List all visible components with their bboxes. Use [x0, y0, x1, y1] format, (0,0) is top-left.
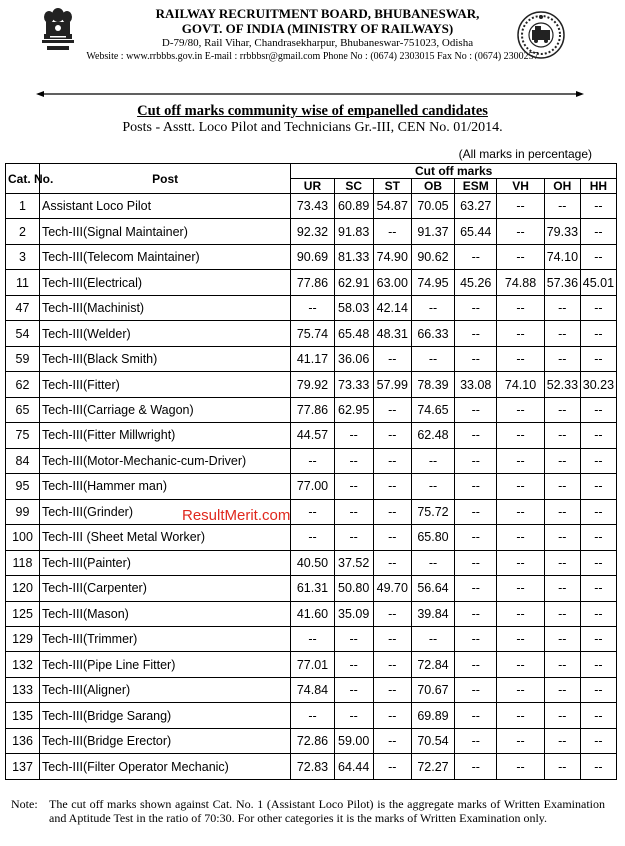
table-row: [6, 346, 617, 371]
table-row: [6, 244, 617, 269]
org-name-line2: GOVT. OF INDIA (MINISTRY OF RAILWAYS): [181, 21, 454, 36]
mark-cell-vh: --: [497, 499, 544, 524]
mark-cell-st: --: [373, 626, 411, 651]
page-title: Cut off marks community wise of empanelled candidates: [137, 103, 488, 119]
mark-cell-ob: 39.84: [411, 601, 454, 626]
post-cell: Tech-III(Aligner): [39, 677, 290, 702]
mark-cell-hh: --: [580, 448, 616, 473]
post-cell: Tech-III(Filter Operator Mechanic): [39, 754, 290, 780]
mark-cell-st: --: [373, 728, 411, 753]
mark-cell-hh: --: [580, 194, 616, 219]
mark-cell-ur: 40.50: [291, 550, 334, 575]
mark-cell-st: --: [373, 754, 411, 780]
post-cell: Assistant Loco Pilot: [39, 194, 290, 219]
mark-cell-ob: 70.54: [411, 728, 454, 753]
org-name-line1: RAILWAY RECRUITMENT BOARD, BHUBANESWAR,: [155, 6, 480, 21]
mark-cell-hh: --: [580, 703, 616, 728]
railway-logo-icon: [516, 10, 566, 60]
table-row: [6, 703, 617, 728]
cat-no-cell: 75: [6, 423, 40, 448]
mark-cell-oh: --: [544, 550, 580, 575]
mark-cell-st: --: [373, 219, 411, 244]
mark-cell-hh: --: [580, 652, 616, 677]
mark-cell-sc: --: [334, 423, 373, 448]
mark-cell-ob: 62.48: [411, 423, 454, 448]
mark-cell-oh: --: [544, 321, 580, 346]
mark-cell-esm: --: [455, 346, 497, 371]
mark-cell-ob: 70.05: [411, 194, 454, 219]
mark-cell-st: 57.99: [373, 372, 411, 397]
post-cell: Tech-III(Trimmer): [39, 626, 290, 651]
mark-cell-ur: --: [291, 626, 334, 651]
mark-cell-st: --: [373, 703, 411, 728]
mark-cell-sc: 58.03: [334, 295, 373, 320]
cutoff-table: [5, 163, 617, 780]
post-cell: Tech-III(Grinder): [39, 499, 290, 524]
cat-no-cell: 84: [6, 448, 40, 473]
mark-cell-hh: --: [580, 397, 616, 422]
cat-no-cell: 129: [6, 626, 40, 651]
post-cell: Tech-III(Mason): [39, 601, 290, 626]
mark-cell-vh: --: [497, 244, 544, 269]
mark-cell-vh: 74.10: [497, 372, 544, 397]
mark-cell-ob: 66.33: [411, 321, 454, 346]
mark-cell-oh: --: [544, 652, 580, 677]
mark-cell-st: --: [373, 550, 411, 575]
mark-cell-sc: 81.33: [334, 244, 373, 269]
mark-cell-sc: --: [334, 626, 373, 651]
post-cell: Tech-III(Bridge Erector): [39, 728, 290, 753]
mark-cell-ur: 75.74: [291, 321, 334, 346]
table-row: [6, 448, 617, 473]
mark-cell-ur: --: [291, 448, 334, 473]
post-cell: Tech-III(Fitter): [39, 372, 290, 397]
mark-cell-oh: --: [544, 677, 580, 702]
mark-cell-esm: --: [455, 626, 497, 651]
table-row: [6, 525, 617, 550]
mark-cell-ob: 69.89: [411, 703, 454, 728]
mark-cell-vh: --: [497, 677, 544, 702]
mark-cell-st: --: [373, 423, 411, 448]
mark-cell-ob: 91.37: [411, 219, 454, 244]
mark-cell-esm: --: [455, 321, 497, 346]
column-header-catno: Cat. No.: [6, 164, 40, 194]
mark-cell-ur: 73.43: [291, 194, 334, 219]
mark-cell-st: --: [373, 525, 411, 550]
mark-cell-st: 42.14: [373, 295, 411, 320]
mark-cell-hh: --: [580, 346, 616, 371]
table-row: [6, 576, 617, 601]
mark-cell-oh: 74.10: [544, 244, 580, 269]
cat-no-cell: 133: [6, 677, 40, 702]
mark-cell-sc: --: [334, 448, 373, 473]
post-cell: Tech-III(Electrical): [39, 270, 290, 295]
mark-cell-oh: --: [544, 194, 580, 219]
table-row: [6, 295, 617, 320]
mark-cell-ur: 77.86: [291, 270, 334, 295]
cat-no-cell: 59: [6, 346, 40, 371]
cat-no-cell: 136: [6, 728, 40, 753]
post-cell: Tech-III(Welder): [39, 321, 290, 346]
mark-cell-ur: 72.83: [291, 754, 334, 780]
mark-cell-oh: --: [544, 295, 580, 320]
post-cell: Tech-III(Black Smith): [39, 346, 290, 371]
column-header-ob: OB: [411, 179, 454, 194]
mark-cell-st: 63.00: [373, 270, 411, 295]
mark-cell-sc: 60.89: [334, 194, 373, 219]
mark-cell-ur: 72.86: [291, 728, 334, 753]
mark-cell-oh: --: [544, 525, 580, 550]
mark-cell-ur: 44.57: [291, 423, 334, 448]
mark-cell-st: 49.70: [373, 576, 411, 601]
cat-no-cell: 3: [6, 244, 40, 269]
mark-cell-st: 48.31: [373, 321, 411, 346]
mark-cell-oh: --: [544, 448, 580, 473]
mark-cell-vh: --: [497, 321, 544, 346]
column-header-ur: UR: [291, 179, 334, 194]
cat-no-cell: 2: [6, 219, 40, 244]
mark-cell-vh: --: [497, 550, 544, 575]
mark-cell-hh: --: [580, 576, 616, 601]
mark-cell-oh: --: [544, 397, 580, 422]
mark-cell-sc: 37.52: [334, 550, 373, 575]
table-row: [6, 677, 617, 702]
mark-cell-vh: --: [497, 626, 544, 651]
mark-cell-st: --: [373, 499, 411, 524]
footnote: [11, 797, 611, 825]
mark-cell-hh: --: [580, 321, 616, 346]
mark-cell-ur: 92.32: [291, 219, 334, 244]
mark-cell-ob: 72.27: [411, 754, 454, 780]
mark-cell-oh: --: [544, 576, 580, 601]
cat-no-cell: 125: [6, 601, 40, 626]
mark-cell-oh: --: [544, 754, 580, 780]
column-header-oh: OH: [544, 179, 580, 194]
table-row: [6, 397, 617, 422]
mark-cell-vh: --: [497, 423, 544, 448]
mark-cell-vh: 74.88: [497, 270, 544, 295]
mark-cell-esm: --: [455, 652, 497, 677]
mark-cell-ob: 72.84: [411, 652, 454, 677]
post-cell: Tech-III(Pipe Line Fitter): [39, 652, 290, 677]
mark-cell-oh: 57.36: [544, 270, 580, 295]
mark-cell-ob: --: [411, 448, 454, 473]
mark-cell-sc: --: [334, 652, 373, 677]
mark-cell-oh: --: [544, 601, 580, 626]
mark-cell-sc: 35.09: [334, 601, 373, 626]
mark-cell-hh: --: [580, 601, 616, 626]
mark-cell-ur: 41.17: [291, 346, 334, 371]
mark-cell-ob: 74.95: [411, 270, 454, 295]
mark-cell-oh: 79.33: [544, 219, 580, 244]
mark-cell-ob: 78.39: [411, 372, 454, 397]
mark-cell-ur: --: [291, 295, 334, 320]
mark-cell-ur: 90.69: [291, 244, 334, 269]
mark-cell-st: --: [373, 397, 411, 422]
column-header-sc: SC: [334, 179, 373, 194]
org-contact: Website : www.rrbbbs.gov.in E-mail : rrbbbsr@gmail.com Phone No : (0674) 2303015 Fax No : (0674) 2300257: [86, 51, 539, 62]
mark-cell-sc: 62.91: [334, 270, 373, 295]
post-cell: Tech-III(Signal Maintainer): [39, 219, 290, 244]
mark-cell-vh: --: [497, 728, 544, 753]
cat-no-cell: 11: [6, 270, 40, 295]
mark-cell-ob: 90.62: [411, 244, 454, 269]
mark-cell-esm: --: [455, 754, 497, 780]
post-cell: Tech-III(Fitter Millwright): [39, 423, 290, 448]
mark-cell-hh: --: [580, 474, 616, 499]
mark-cell-sc: 73.33: [334, 372, 373, 397]
mark-cell-vh: --: [497, 219, 544, 244]
mark-cell-oh: 52.33: [544, 372, 580, 397]
mark-cell-ob: 75.72: [411, 499, 454, 524]
post-cell: Tech-III(Carpenter): [39, 576, 290, 601]
mark-cell-vh: --: [497, 474, 544, 499]
mark-cell-st: --: [373, 346, 411, 371]
mark-cell-hh: --: [580, 677, 616, 702]
post-cell: Tech-III(Bridge Sarang): [39, 703, 290, 728]
mark-cell-esm: --: [455, 576, 497, 601]
mark-cell-vh: --: [497, 194, 544, 219]
mark-cell-ur: 41.60: [291, 601, 334, 626]
mark-cell-sc: 65.48: [334, 321, 373, 346]
cat-no-cell: 95: [6, 474, 40, 499]
mark-cell-ob: --: [411, 295, 454, 320]
column-header-vh: VH: [497, 179, 544, 194]
mark-cell-ur: --: [291, 703, 334, 728]
mark-cell-esm: --: [455, 525, 497, 550]
table-row: [6, 423, 617, 448]
mark-cell-oh: --: [544, 423, 580, 448]
table-row: [6, 270, 617, 295]
mark-cell-oh: --: [544, 626, 580, 651]
table-row: [6, 652, 617, 677]
table-row: [6, 601, 617, 626]
mark-cell-esm: --: [455, 448, 497, 473]
mark-cell-hh: --: [580, 499, 616, 524]
mark-cell-esm: --: [455, 499, 497, 524]
mark-cell-vh: --: [497, 448, 544, 473]
note-label: Note:: [11, 797, 38, 811]
mark-cell-vh: --: [497, 525, 544, 550]
mark-cell-esm: --: [455, 728, 497, 753]
mark-cell-esm: 65.44: [455, 219, 497, 244]
column-header-hh: HH: [580, 179, 616, 194]
mark-cell-ob: --: [411, 346, 454, 371]
cat-no-cell: 137: [6, 754, 40, 780]
mark-cell-esm: --: [455, 244, 497, 269]
table-row: [6, 194, 617, 219]
table-row: [6, 219, 617, 244]
mark-cell-vh: --: [497, 652, 544, 677]
mark-cell-esm: --: [455, 423, 497, 448]
mark-cell-vh: --: [497, 576, 544, 601]
mark-cell-hh: --: [580, 423, 616, 448]
post-cell: Tech-III (Sheet Metal Worker): [39, 525, 290, 550]
mark-cell-ob: --: [411, 550, 454, 575]
post-cell: Tech-III(Telecom Maintainer): [39, 244, 290, 269]
mark-cell-hh: 30.23: [580, 372, 616, 397]
mark-cell-vh: --: [497, 601, 544, 626]
mark-cell-hh: --: [580, 295, 616, 320]
mark-cell-ob: --: [411, 474, 454, 499]
mark-cell-esm: --: [455, 474, 497, 499]
mark-cell-sc: --: [334, 474, 373, 499]
mark-cell-oh: --: [544, 346, 580, 371]
cat-no-cell: 54: [6, 321, 40, 346]
mark-cell-sc: --: [334, 525, 373, 550]
mark-cell-ur: --: [291, 525, 334, 550]
mark-cell-oh: --: [544, 728, 580, 753]
mark-cell-esm: --: [455, 601, 497, 626]
mark-cell-esm: --: [455, 550, 497, 575]
mark-cell-sc: 36.06: [334, 346, 373, 371]
mark-cell-sc: 62.95: [334, 397, 373, 422]
cat-no-cell: 65: [6, 397, 40, 422]
note-text: The cut off marks shown against Cat. No. 1 (Assistant Loco Pilot) is the aggregate marks of Written Examination and Aptitude Test in the ratio of 70:30. For other categories it is the marks of Written Examination only.: [49, 797, 605, 825]
table-row: [6, 321, 617, 346]
org-address: D-79/80, Rail Vihar, Chandrasekharpur, Bhubaneswar-751023, Odisha: [161, 37, 474, 49]
column-header-post: Post: [39, 164, 290, 194]
marks-unit-note: (All marks in percentage): [458, 147, 592, 161]
cat-no-cell: 132: [6, 652, 40, 677]
post-cell: Tech-III(Painter): [39, 550, 290, 575]
mark-cell-esm: --: [455, 677, 497, 702]
mark-cell-esm: 33.08: [455, 372, 497, 397]
mark-cell-ob: 65.80: [411, 525, 454, 550]
mark-cell-sc: 59.00: [334, 728, 373, 753]
mark-cell-hh: 45.01: [580, 270, 616, 295]
mark-cell-esm: --: [455, 295, 497, 320]
mark-cell-st: --: [373, 474, 411, 499]
mark-cell-esm: --: [455, 397, 497, 422]
mark-cell-ur: 77.86: [291, 397, 334, 422]
table-row: [6, 550, 617, 575]
table-row: [6, 626, 617, 651]
mark-cell-esm: 45.26: [455, 270, 497, 295]
mark-cell-ob: 74.65: [411, 397, 454, 422]
mark-cell-hh: --: [580, 626, 616, 651]
mark-cell-sc: 64.44: [334, 754, 373, 780]
mark-cell-ur: 74.84: [291, 677, 334, 702]
table-row: [6, 754, 617, 780]
watermark-text: ResultMerit.com: [182, 507, 291, 524]
cat-no-cell: 118: [6, 550, 40, 575]
mark-cell-vh: --: [497, 754, 544, 780]
mark-cell-ur: 77.00: [291, 474, 334, 499]
mark-cell-sc: 91.83: [334, 219, 373, 244]
mark-cell-sc: --: [334, 499, 373, 524]
post-cell: Tech-III(Motor-Mechanic-cum-Driver): [39, 448, 290, 473]
mark-cell-hh: --: [580, 550, 616, 575]
post-cell: Tech-III(Hammer man): [39, 474, 290, 499]
column-group-cutoff: Cut off marks: [291, 164, 617, 179]
mark-cell-hh: --: [580, 244, 616, 269]
mark-cell-hh: --: [580, 525, 616, 550]
mark-cell-ur: --: [291, 499, 334, 524]
mark-cell-ur: 79.92: [291, 372, 334, 397]
header-divider: [36, 90, 584, 98]
mark-cell-sc: 50.80: [334, 576, 373, 601]
mark-cell-ur: 61.31: [291, 576, 334, 601]
mark-cell-st: 54.87: [373, 194, 411, 219]
mark-cell-ob: --: [411, 626, 454, 651]
column-header-st: ST: [373, 179, 411, 194]
mark-cell-vh: --: [497, 703, 544, 728]
mark-cell-st: --: [373, 652, 411, 677]
cat-no-cell: 62: [6, 372, 40, 397]
post-cell: Tech-III(Machinist): [39, 295, 290, 320]
post-cell: Tech-III(Carriage & Wagon): [39, 397, 290, 422]
mark-cell-esm: --: [455, 703, 497, 728]
mark-cell-ur: 77.01: [291, 652, 334, 677]
mark-cell-vh: --: [497, 295, 544, 320]
mark-cell-ob: 70.67: [411, 677, 454, 702]
mark-cell-st: 74.90: [373, 244, 411, 269]
page-subtitle: Posts - Asstt. Loco Pilot and Technicians Gr.-III, CEN No. 01/2014.: [122, 120, 503, 135]
mark-cell-oh: --: [544, 474, 580, 499]
cat-no-cell: 1: [6, 194, 40, 219]
mark-cell-st: --: [373, 448, 411, 473]
mark-cell-st: --: [373, 601, 411, 626]
table-row: [6, 372, 617, 397]
mark-cell-esm: 63.27: [455, 194, 497, 219]
table-row: [6, 728, 617, 753]
mark-cell-oh: --: [544, 703, 580, 728]
letterhead: [0, 0, 625, 90]
cat-no-cell: 99: [6, 499, 40, 524]
table-row: [6, 474, 617, 499]
mark-cell-hh: --: [580, 754, 616, 780]
cat-no-cell: 47: [6, 295, 40, 320]
column-header-esm: ESM: [455, 179, 497, 194]
cat-no-cell: 100: [6, 525, 40, 550]
mark-cell-st: --: [373, 677, 411, 702]
mark-cell-oh: --: [544, 499, 580, 524]
mark-cell-ob: 56.64: [411, 576, 454, 601]
mark-cell-sc: --: [334, 703, 373, 728]
cat-no-cell: 135: [6, 703, 40, 728]
mark-cell-sc: --: [334, 677, 373, 702]
mark-cell-hh: --: [580, 728, 616, 753]
mark-cell-vh: --: [497, 346, 544, 371]
table-row: [6, 499, 617, 524]
cat-no-cell: 120: [6, 576, 40, 601]
mark-cell-hh: --: [580, 219, 616, 244]
mark-cell-vh: --: [497, 397, 544, 422]
